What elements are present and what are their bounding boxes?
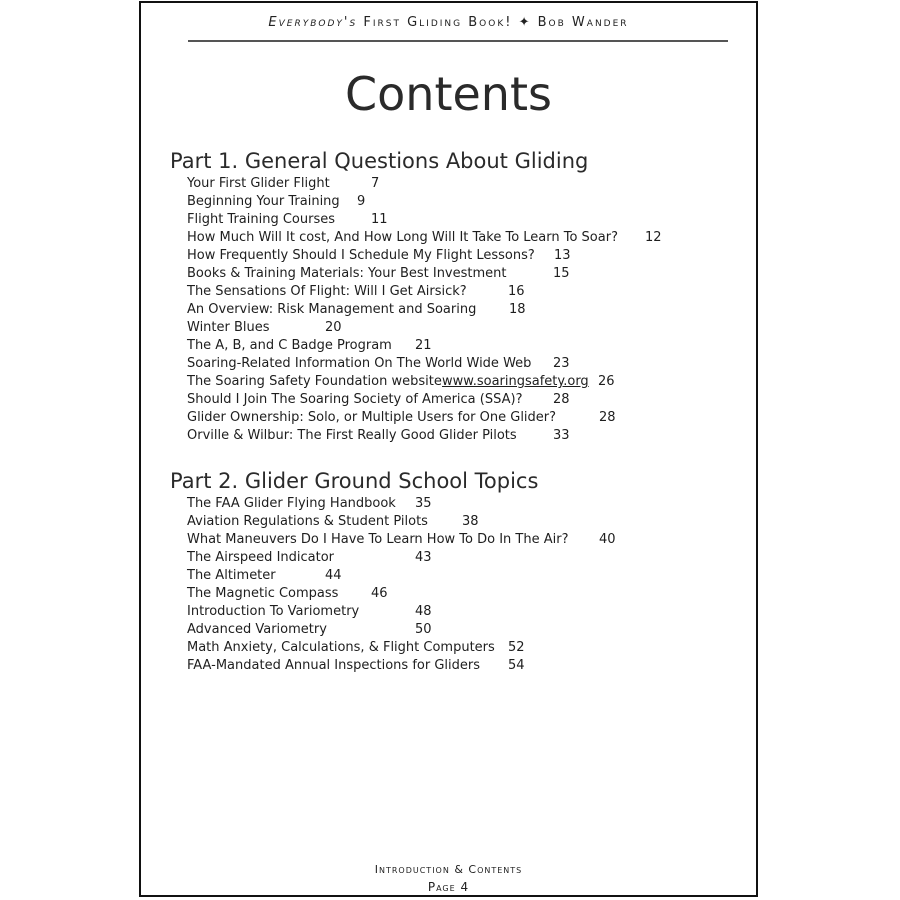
toc-entry-title: An Overview: Risk Management and Soaring bbox=[187, 302, 477, 317]
header-rule bbox=[188, 40, 728, 42]
toc-entry-title: FAA-Mandated Annual Inspections for Gliders bbox=[187, 658, 481, 673]
toc-entry-page: 44 bbox=[325, 568, 342, 583]
toc-entry-title: The Soaring Safety Foundation website bbox=[187, 374, 442, 389]
toc-entry-page: 50 bbox=[415, 622, 432, 637]
part-2-heading: Part 2. Glider Ground School Topics bbox=[170, 469, 539, 493]
toc-entry-title: The A, B, and C Badge Program bbox=[187, 338, 392, 353]
header-book-title-part-a: Everybody's bbox=[268, 15, 358, 30]
toc-entry[interactable] bbox=[187, 356, 570, 372]
toc-entry[interactable] bbox=[187, 568, 342, 584]
toc-entry-page: 13 bbox=[554, 248, 571, 263]
toc-entry[interactable] bbox=[187, 410, 616, 426]
toc-entry-title: The Airspeed Indicator bbox=[187, 550, 335, 565]
header-author: Bob Wander bbox=[537, 15, 629, 30]
toc-entry-title: How Much Will It cost, And How Long Will It Take To Learn To Soar? bbox=[187, 230, 618, 245]
toc-entry[interactable] bbox=[187, 604, 432, 620]
toc-entry[interactable] bbox=[187, 230, 662, 246]
toc-entry-page: 52 bbox=[508, 640, 525, 655]
toc-entry-page: 21 bbox=[415, 338, 432, 353]
toc-entry[interactable] bbox=[187, 212, 388, 228]
toc-entry-page: 54 bbox=[508, 658, 525, 673]
header-separator-icon: ✦ bbox=[518, 15, 532, 30]
toc-entry-page: 38 bbox=[462, 514, 479, 529]
toc-entry-title: The Sensations Of Flight: Will I Get Airsick? bbox=[187, 284, 467, 299]
footer-section-label: Introduction & Contents bbox=[374, 863, 523, 876]
toc-entry-page: 7 bbox=[371, 176, 380, 191]
toc-entry-title: Your First Glider Flight bbox=[187, 176, 330, 191]
footer-page-number: Page 4 bbox=[427, 880, 470, 894]
toc-entry[interactable] bbox=[187, 320, 342, 336]
toc-entry-title: What Maneuvers Do I Have To Learn How To Do In The Air? bbox=[187, 532, 569, 547]
toc-entry-title: Aviation Regulations & Student Pilots bbox=[187, 514, 428, 529]
toc-entry-page: 48 bbox=[415, 604, 432, 619]
toc-entry[interactable] bbox=[187, 194, 366, 210]
toc-entry-title: The Altimeter bbox=[187, 568, 276, 583]
toc-entry[interactable] bbox=[187, 392, 570, 408]
toc-entry-title: Soaring-Related Information On The World Wide Web bbox=[187, 356, 532, 371]
toc-entry[interactable] bbox=[187, 622, 432, 638]
part-1-heading: Part 1. General Questions About Gliding bbox=[170, 149, 589, 173]
toc-entry-title: Winter Blues bbox=[187, 320, 270, 335]
toc-entry[interactable] bbox=[187, 550, 432, 566]
toc-entry[interactable] bbox=[187, 658, 525, 674]
toc-entry-page: 18 bbox=[509, 302, 526, 317]
toc-entry-page: 46 bbox=[371, 586, 388, 601]
toc-entry[interactable] bbox=[187, 514, 479, 530]
toc-entry[interactable] bbox=[187, 374, 615, 390]
toc-entry-page: 35 bbox=[415, 496, 432, 511]
toc-entry-title: Beginning Your Training bbox=[187, 194, 340, 209]
toc-entry[interactable] bbox=[187, 586, 388, 602]
toc-entry-page: 15 bbox=[553, 266, 570, 281]
toc-entry-title: Flight Training Courses bbox=[187, 212, 336, 227]
toc-entry[interactable] bbox=[187, 532, 616, 548]
running-header bbox=[141, 15, 756, 30]
toc-entry[interactable] bbox=[187, 176, 380, 192]
toc-entry-title: Orville & Wilbur: The First Really Good Glider Pilots bbox=[187, 428, 517, 443]
toc-entry-page: 20 bbox=[325, 320, 342, 335]
toc-entry-title: Books & Training Materials: Your Best Investment bbox=[187, 266, 507, 281]
toc-entry-page: 16 bbox=[508, 284, 525, 299]
toc-entry-page: 28 bbox=[599, 410, 616, 425]
toc-entry-page: 33 bbox=[553, 428, 570, 443]
toc-entry-title: Should I Join The Soaring Society of America (SSA)? bbox=[187, 392, 523, 407]
toc-entry-page: 23 bbox=[553, 356, 570, 371]
header-book-title-part-b: First Gliding Book! bbox=[363, 15, 513, 30]
toc-entry[interactable] bbox=[187, 338, 432, 354]
soaringsafety-link[interactable]: www.soaringsafety.org bbox=[442, 374, 589, 389]
toc-entry-page: 40 bbox=[599, 532, 616, 547]
toc-entry-page: 11 bbox=[371, 212, 388, 227]
toc-entry[interactable] bbox=[187, 428, 570, 444]
toc-entry-title: The FAA Glider Flying Handbook bbox=[187, 496, 396, 511]
toc-entry[interactable] bbox=[187, 640, 525, 656]
toc-entry-page: 9 bbox=[357, 194, 366, 209]
toc-entry-title: Advanced Variometry bbox=[187, 622, 327, 637]
toc-entry-title: Introduction To Variometry bbox=[187, 604, 360, 619]
toc-entry-title: Glider Ownership: Solo, or Multiple Users for One Glider? bbox=[187, 410, 557, 425]
toc-entry-page: 43 bbox=[415, 550, 432, 565]
toc-entry[interactable] bbox=[187, 248, 571, 264]
toc-entry[interactable] bbox=[187, 302, 526, 318]
toc-entry-title: Math Anxiety, Calculations, & Flight Computers bbox=[187, 640, 495, 655]
toc-entry-title: The Magnetic Compass bbox=[187, 586, 339, 601]
toc-entry[interactable] bbox=[187, 284, 525, 300]
page-title: Contents bbox=[345, 67, 552, 121]
toc-entry[interactable] bbox=[187, 266, 570, 282]
toc-entry-page: 26 bbox=[598, 374, 615, 389]
toc-entry-page: 12 bbox=[645, 230, 662, 245]
toc-entry[interactable] bbox=[187, 496, 432, 512]
book-page bbox=[139, 1, 758, 897]
toc-entry-title: How Frequently Should I Schedule My Flight Lessons? bbox=[187, 248, 535, 263]
toc-entry-page: 28 bbox=[553, 392, 570, 407]
